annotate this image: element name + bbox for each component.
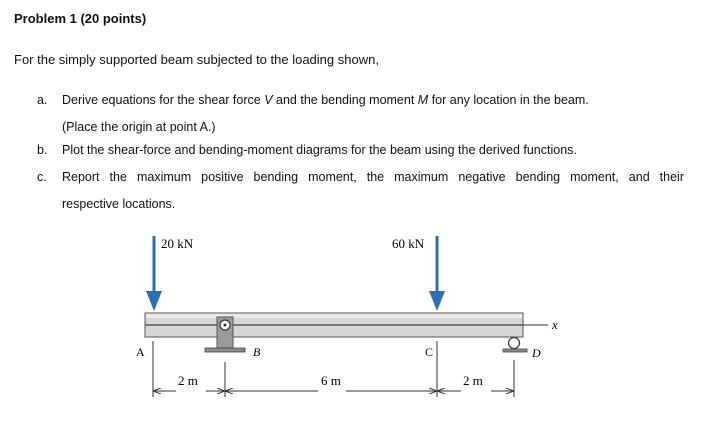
part-c-text-cont: respective locations.	[62, 197, 176, 211]
problem-intro: For the simply supported beam subjected to the loading shown,	[14, 52, 379, 67]
point-a-label: A	[136, 345, 145, 359]
moment-symbol: M	[417, 93, 429, 107]
beam	[145, 313, 523, 337]
load-label-20kn: 20 kN	[161, 236, 194, 251]
part-b-letter: b.	[37, 143, 48, 157]
x-axis-label: x	[552, 317, 558, 332]
part-a-note: (Place the origin at point A.)	[62, 120, 216, 134]
part-a-text-3: for any location in the beam.	[428, 93, 589, 107]
load-arrow-60kn	[429, 236, 445, 311]
shear-symbol: V	[264, 93, 273, 107]
load-arrow-20kn	[146, 236, 162, 311]
problem-title: Problem 1 (20 points)	[14, 11, 147, 26]
dimension-label-cd: 2 m	[463, 373, 483, 388]
part-c-text: Report the maximum positive bending moment, the maximum negative bending moment, and their	[62, 170, 684, 184]
part-a-text-2: and the bending moment	[272, 93, 418, 107]
dimension-label-ab: 2 m	[178, 373, 198, 388]
point-d-label: D	[532, 346, 541, 360]
part-b-text: Plot the shear-force and bending-moment diagrams for the beam using the derived functions.	[62, 143, 577, 157]
roller-support-icon	[503, 338, 527, 353]
part-a-letter: a.	[37, 93, 48, 107]
point-c-label: C	[425, 345, 434, 359]
part-c-letter: c.	[37, 170, 47, 184]
load-label-60kn: 60 kN	[392, 236, 425, 251]
part-a-text-1: Derive equations for the shear force	[62, 93, 265, 107]
dimension-label-bc: 6 m	[321, 373, 341, 388]
point-b-label: B	[253, 345, 261, 359]
